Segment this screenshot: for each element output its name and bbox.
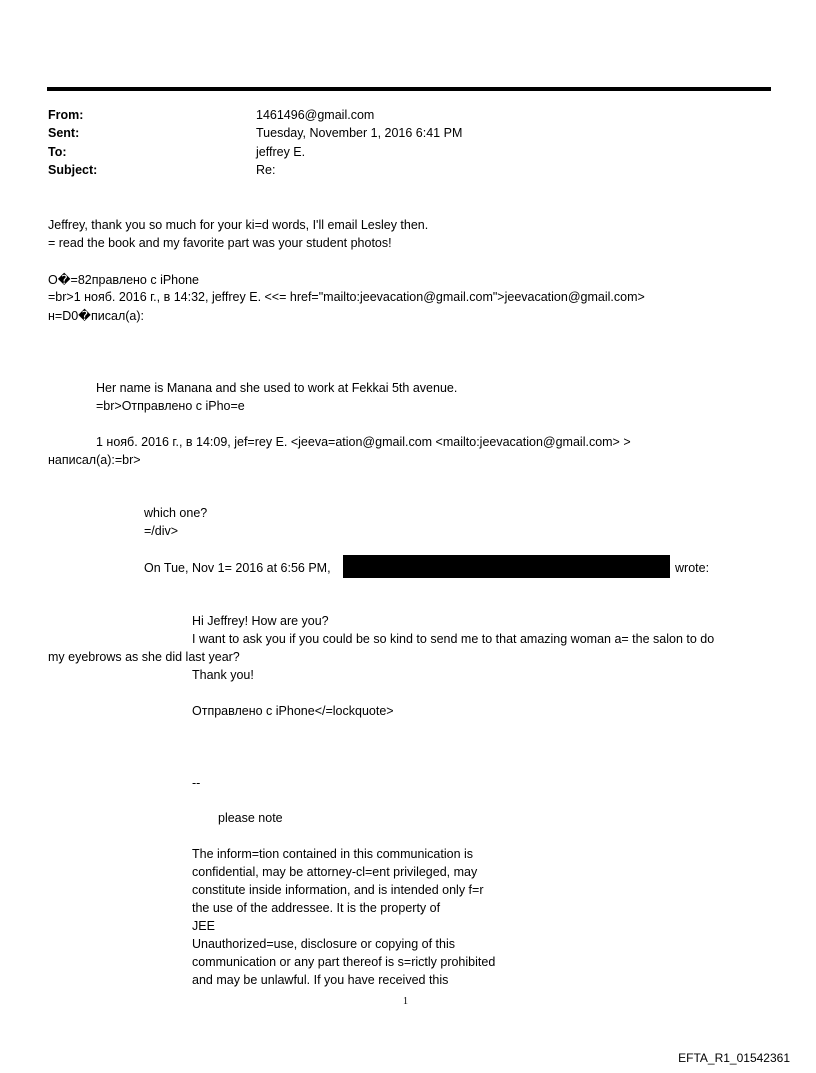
body-line: communication or any part thereof is s=rictly prohibited [192,955,496,969]
body-line: please note [218,811,283,825]
body-line: constitute inside information, and is intended only f=r [192,883,484,897]
body-line: O�=82правлено с iPhone [48,273,199,287]
to-label: To: [48,145,67,159]
page-number: 1 [403,996,408,1007]
body-line: =/div> [144,524,179,538]
body-line: -- [192,776,201,790]
redaction-block [343,555,670,578]
header-rule [47,87,771,91]
body-line: and may be unlawful. If you have received this [192,973,449,987]
body-line: JEE [192,919,215,933]
body-line: the use of the addressee. It is the property of [192,901,441,915]
subject-label: Subject: [48,163,98,177]
body-line: н=D0�писал(а): [48,309,144,323]
body-line: wrote: [675,561,710,575]
from-value: 1461496@gmail.com [256,108,375,122]
body-line: my eyebrows as she did last year? [48,650,240,664]
body-line: написал(а):=br> [48,453,141,467]
body-line: Hi Jeffrey! How are you? [192,614,329,628]
subject-value: Re: [256,163,276,177]
body-line: Thank you! [192,668,254,682]
body-line: The inform=tion contained in this communication is [192,847,474,861]
body-line: On Tue, Nov 1= 2016 at 6:56 PM, [144,561,331,575]
body-line: Jeffrey, thank you so much for your ki=d words, I'll email Lesley then. [48,218,429,232]
body-line: 1 нояб. 2016 г., в 14:09, jef=rey E. <jeeva=ation@gmail.com <mailto:jeevacation@gmail.com> > [96,435,631,449]
body-line: Her name is Manana and she used to work at Fekkai 5th avenue. [96,381,458,395]
to-value: jeffrey E. [256,145,306,159]
body-line: confidential, may be attorney-cl=ent privileged, may [192,865,478,879]
body-line: which one? [144,506,208,520]
body-line: Отправлено с iPhone</=lockquote> [192,704,394,718]
body-line: =br>1 нояб. 2016 г., в 14:32, jeffrey E. <<= href="mailto:jeevacation@gmail.com">jeevacation@gmail.com> [48,290,645,304]
body-line: Unauthorized=use, disclosure or copying of this [192,937,455,951]
body-line: I want to ask you if you could be so kind to send me to that amazing woman a= the salon to do [192,632,715,646]
body-line: = read the book and my favorite part was your student photos! [48,236,392,250]
bates-number: EFTA_R1_01542361 [678,1051,790,1065]
body-line: =br>Отправлено с iPho=e [96,399,245,413]
sent-value: Tuesday, November 1, 2016 6:41 PM [256,126,463,140]
from-label: From: [48,108,84,122]
sent-label: Sent: [48,126,80,140]
